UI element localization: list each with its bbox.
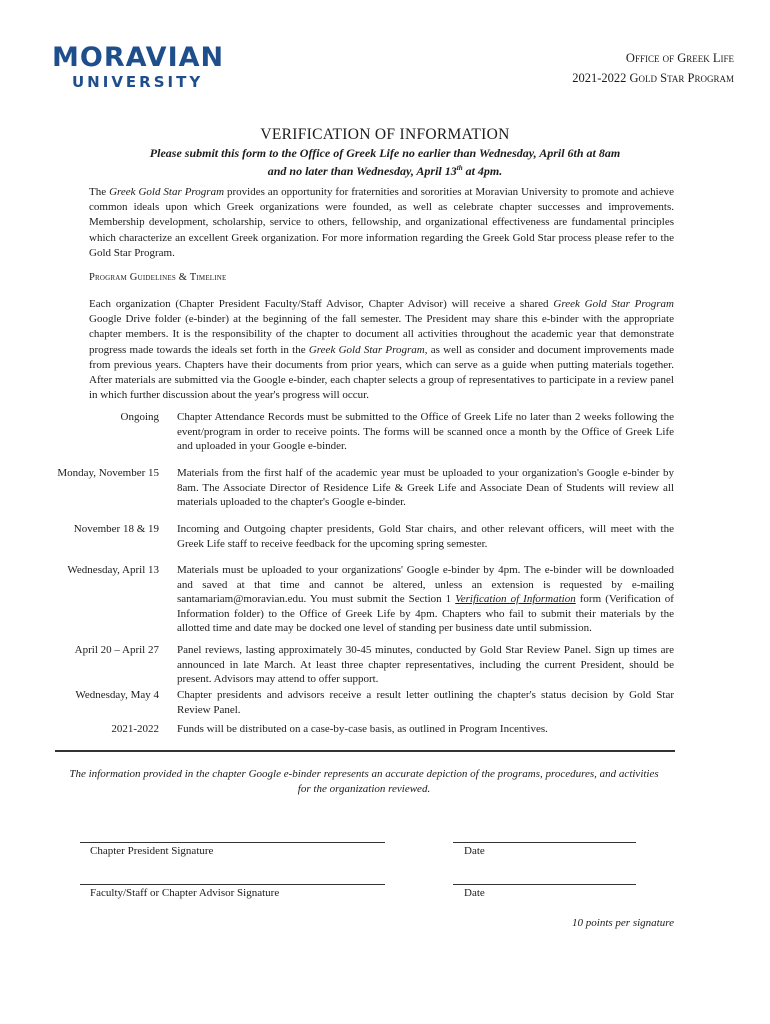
verification-form-link: Verification of Information	[455, 593, 576, 606]
office-name: Office of Greek Life	[625, 51, 734, 65]
advisor-date-label: Date	[464, 887, 485, 899]
guidelines-heading: Program Guidelines & Timeline	[89, 272, 227, 283]
timeline-description: Funds will be distributed on a case-by-case basis, as outlined in Program Incentives.	[177, 723, 548, 735]
advisor-date-line[interactable]	[453, 884, 636, 885]
timeline-date: Wednesday, May 4	[75, 689, 159, 701]
submission-instructions	[0, 146, 770, 179]
timeline-description: Incoming and Outgoing chapter presidents, Gold Star chairs, and other relevant officers, will meet with the Greek Life staff to receive feedback for the upcoming spring semester.	[177, 523, 674, 550]
timeline-date: Wednesday, April 13	[67, 564, 159, 576]
timeline-description: Materials must be uploaded to your organizations' Google e-binder by 4pm. The e-binder will be downloaded and saved at that time and cannot be altered, unless an extension is requested by e-mailing santamariam@moravian.edu. You must submit the Section 1 Verification of Information form (Verification of Information folder) to the Office of Greek Life by 4pm. Chapters who fail to submit their materials by the allotted time and date may be docked one level of standing per business date until submission.	[177, 564, 674, 635]
intro-paragraph: The Greek Gold Star Program provides an opportunity for fraternities and sororities at Moravian University to promote and achieve common ideals upon which Greek organizations were founded, as well as celebrate chapter successes and improvements. Membership development, scholarship, service to others, fellowship, and organizational effectiveness are fundamental principles which characterize an excellent Greek organization. For more information regarding the Greek Gold Star process please refer to the Gold Star Program.	[89, 186, 674, 259]
advisor-signature-label: Faculty/Staff or Chapter Advisor Signature	[90, 887, 280, 899]
advisor-signature-line[interactable]	[80, 884, 385, 885]
timeline-description: Materials from the first half of the academic year must be uploaded to your organization's Google e-binder by 8am. The Associate Director of Residence Life & Greek Life and Associate Dean of Students will review all materials uploaded to the chapter's Google e-binder.	[177, 467, 674, 509]
submission-line-1: Please submit this form to the Office of Greek Life no earlier than Wednesday, April 6th at 8am	[149, 146, 621, 160]
timeline-description: Chapter Attendance Records must be submitted to the Office of Greek Life no later than 2 weeks following the event/program in order to receive points. The forms will be scanned once a month by the Office of Greek Life and uploaded in your Google e-binder.	[177, 411, 674, 453]
president-signature-line[interactable]	[80, 842, 385, 843]
timeline-description: Chapter presidents and advisors receive a result letter outlining the chapter's status decision by Gold Star Review Panel.	[177, 689, 674, 716]
timeline-date: 2021-2022	[111, 723, 159, 735]
timeline-date: Monday, November 15	[57, 467, 159, 479]
logo-wordmark: MORAVIAN	[52, 42, 225, 73]
president-date-label: Date	[464, 845, 485, 857]
timeline-date: November 18 & 19	[73, 523, 159, 535]
president-signature-label: Chapter President Signature	[90, 845, 214, 857]
submission-line-2: and no later than Wednesday, April 13th at 4pm.	[267, 164, 503, 178]
program-year: 2021-2022 Gold Star Program	[572, 71, 734, 85]
section-divider	[55, 750, 675, 752]
president-date-line[interactable]	[453, 842, 636, 843]
guidelines-paragraph: Each organization (Chapter President Faculty/Staff Advisor, Chapter Advisor) will receive a shared Greek Gold Star Program Google Drive folder (e-binder) at the beginning of the fall semester. The President may share this e-binder with the appropriate chapter members. It is the responsibility of the chapter to document all activities throughout the academic year that demonstrate progress made towards the ideals set forth in the Greek Gold Star Program, as well as consider and document improvements made from previous years. Chapters have their documents from prior years, which can serve as a guide when putting materials together. After materials are submitted via the Google e-binder, each chapter selects a group of representatives to participate in a review panel in which further discussion about the year's progress will occur.	[89, 298, 675, 402]
page-title: VERIFICATION OF INFORMATION	[260, 126, 510, 143]
office-header	[572, 48, 734, 88]
university-logo	[52, 44, 224, 92]
timeline-description: Panel reviews, lasting approximately 30-45 minutes, conducted by Gold Star Review Panel. Sign up times are announced in late March. At least three chapter representatives, including the current President, should be present. Advisors may attend to offer support.	[177, 644, 674, 686]
affirmation-statement: The information provided in the chapter Google e-binder represents an accurate depiction of the programs, procedures, and activities for the organization reviewed.	[69, 768, 659, 795]
logo-subtext: UNIVERSITY	[72, 73, 204, 91]
timeline-date: Ongoing	[120, 411, 159, 423]
timeline-date: April 20 – April 27	[74, 644, 159, 656]
points-note: 10 points per signature	[572, 917, 674, 929]
